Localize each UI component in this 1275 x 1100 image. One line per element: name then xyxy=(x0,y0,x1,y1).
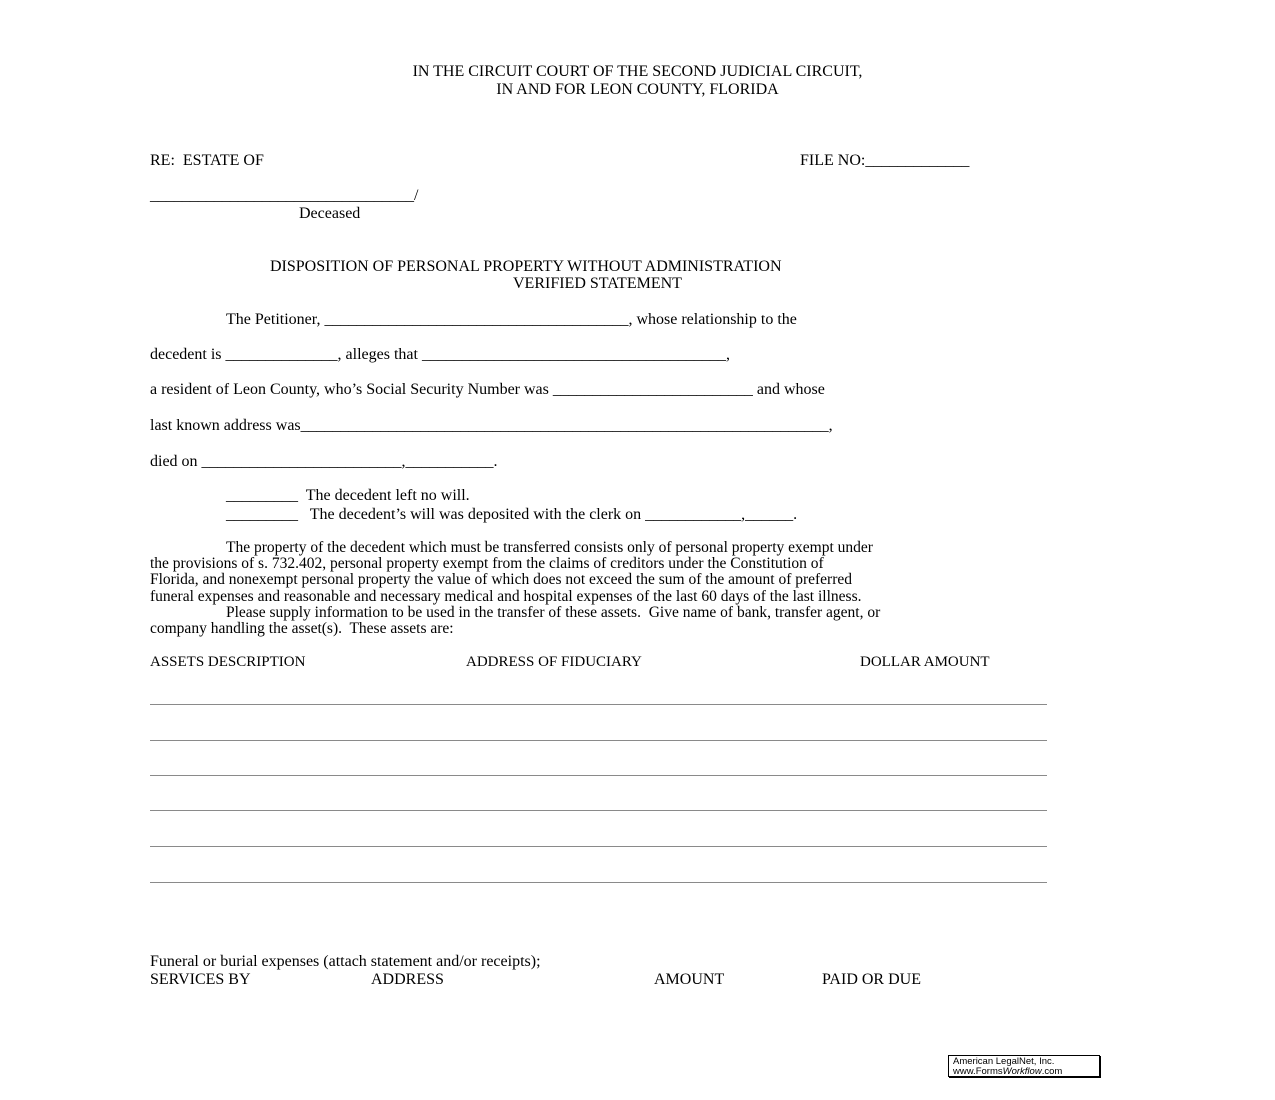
website-suffix: .com xyxy=(1041,1066,1063,1077)
re-estate-label: RE: ESTATE OF xyxy=(150,152,264,169)
website-prefix: www.Forms xyxy=(953,1066,1003,1077)
asset-entry-line xyxy=(150,740,1047,741)
deceased-label: Deceased xyxy=(299,205,361,222)
date-of-death-line: died on _________________________,___________. xyxy=(150,453,498,470)
property-paragraph-line-1: The property of the decedent which must be transferred consists only of personal property exempt under xyxy=(226,539,873,556)
fiduciary-address-header: ADDRESS OF FIDUCIARY xyxy=(466,654,642,670)
asset-entry-line xyxy=(150,846,1047,847)
court-heading-line-1: IN THE CIRCUIT COURT OF THE SECOND JUDICIAL CIRCUIT, xyxy=(412,63,863,80)
decedent-name-blank: _________________________________/ xyxy=(150,187,419,204)
funeral-amount-header: AMOUNT xyxy=(654,971,725,988)
publisher-logo xyxy=(948,1055,1100,1077)
address-line: last known address was__________________________________________________________________, xyxy=(150,417,833,434)
assets-instructions-line-2: company handling the asset(s). These assets are: xyxy=(150,620,454,637)
publisher-website xyxy=(953,1067,1095,1077)
file-number-field: FILE NO:_____________ xyxy=(800,152,970,169)
property-paragraph-line-3: Florida, and nonexempt personal property the value of which does not exceed the sum of the amount of preferred xyxy=(150,571,853,588)
asset-entry-line xyxy=(150,882,1047,883)
assets-instructions-line-1: Please supply information to be used in the transfer of these assets. Give name of bank, transfer agent, or xyxy=(226,604,881,621)
dollar-amount-header: DOLLAR AMOUNT xyxy=(860,654,990,670)
court-heading-line-2: IN AND FOR LEON COUNTY, FLORIDA xyxy=(496,81,779,98)
property-paragraph-line-2: the provisions of s. 732.402, personal property exempt from the claims of creditors under the Constitution of xyxy=(150,555,824,572)
petitioner-line: The Petitioner, ______________________________________, whose relationship to the xyxy=(226,311,797,328)
services-by-header: SERVICES BY xyxy=(150,971,251,988)
document-subtitle: VERIFIED STATEMENT xyxy=(513,275,682,292)
document-title: DISPOSITION OF PERSONAL PROPERTY WITHOUT ADMINISTRATION xyxy=(270,258,782,275)
funeral-expenses-label: Funeral or burial expenses (attach statement and/or receipts); xyxy=(150,953,541,970)
asset-entry-line xyxy=(150,775,1047,776)
will-deposited-option: _________ The decedent’s will was deposited with the clerk on ____________,______. xyxy=(226,506,798,523)
ssn-line: a resident of Leon County, who’s Social Security Number was _________________________ and whose xyxy=(150,381,825,398)
no-will-option: _________ The decedent left no will. xyxy=(226,487,470,504)
asset-entry-line xyxy=(150,704,1047,705)
asset-entry-line xyxy=(150,810,1047,811)
funeral-address-header: ADDRESS xyxy=(371,971,444,988)
assets-description-header: ASSETS DESCRIPTION xyxy=(150,654,306,670)
website-italic: Workflow xyxy=(1002,1066,1042,1077)
publisher-name: American LegalNet, Inc. xyxy=(953,1056,1055,1067)
relationship-line: decedent is ______________, alleges that ______________________________________, xyxy=(150,346,730,363)
property-paragraph-line-4: funeral expenses and reasonable and necessary medical and hospital expenses of the last 60 days of the last illness. xyxy=(150,588,862,605)
paid-or-due-header: PAID OR DUE xyxy=(822,971,921,988)
